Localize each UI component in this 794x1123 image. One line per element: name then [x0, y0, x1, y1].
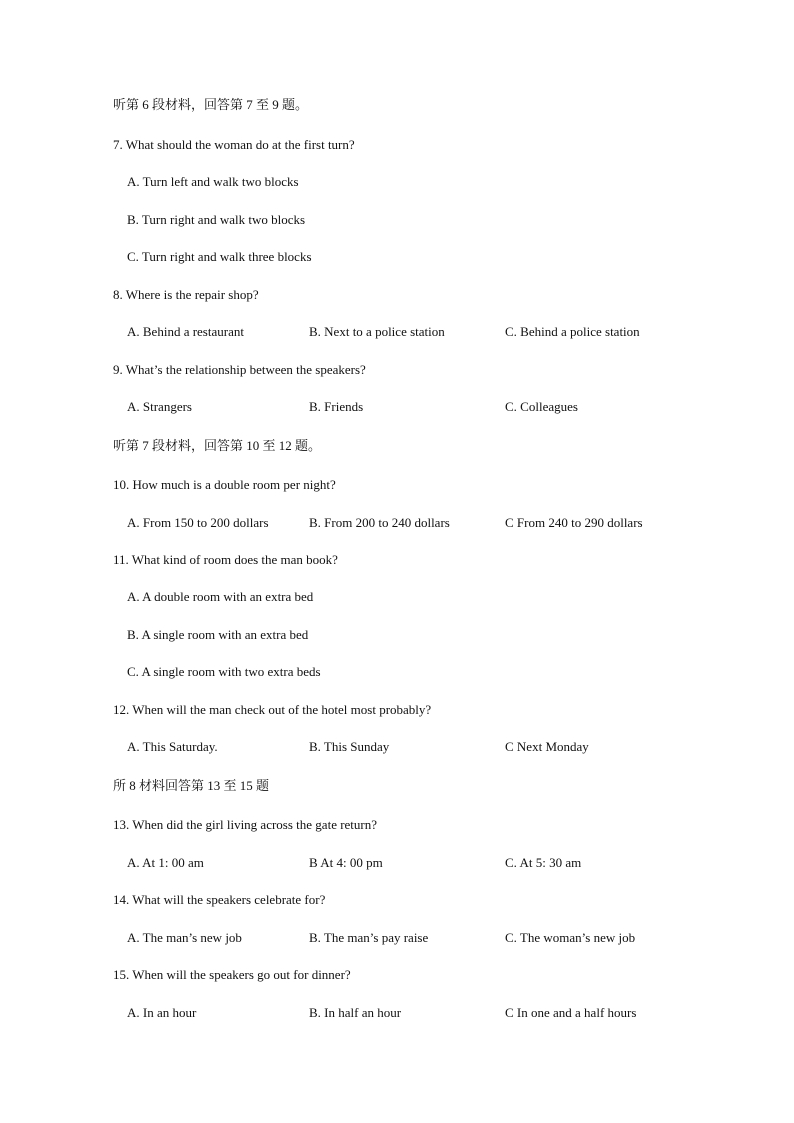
- question-12-option-c: C Next Monday: [505, 739, 589, 754]
- question-13-option-c: C. At 5: 30 am: [505, 855, 582, 870]
- question-11-option-a: A. A double room with an extra bed: [127, 589, 314, 604]
- section-heading-7: 听第 7 段材料，回答第 10 至 12 题。: [113, 438, 322, 453]
- question-9-option-a: A. Strangers: [127, 399, 192, 414]
- question-10-option-c: C From 240 to 290 dollars: [505, 515, 643, 530]
- question-14-option-a: A. The man’s new job: [127, 930, 242, 945]
- question-13: 13. When did the girl living across the gate return?: [113, 817, 378, 832]
- question-9-option-c: C. Colleagues: [505, 399, 578, 414]
- question-15-option-b: B. In half an hour: [309, 1005, 402, 1020]
- question-14: 14. What will the speakers celebrate for?: [113, 892, 326, 907]
- question-10-option-a: A. From 150 to 200 dollars: [127, 515, 269, 530]
- question-7-option-c: C. Turn right and walk three blocks: [127, 249, 312, 264]
- question-11: 11. What kind of room does the man book?: [113, 552, 338, 567]
- question-11-option-c: C. A single room with two extra beds: [127, 664, 321, 679]
- question-11-option-b: B. A single room with an extra bed: [127, 627, 309, 642]
- question-14-option-b: B. The man’s pay raise: [309, 930, 429, 945]
- question-10: 10. How much is a double room per night?: [113, 477, 336, 492]
- question-8-option-b: B. Next to a police station: [309, 324, 445, 339]
- question-15: 15. When will the speakers go out for dinner?: [113, 967, 351, 982]
- question-7-option-a: A. Turn left and walk two blocks: [127, 174, 299, 189]
- question-13-option-b: B At 4: 00 pm: [309, 855, 383, 870]
- question-8: 8. Where is the repair shop?: [113, 287, 259, 302]
- section-heading-8: 所 8 材料回答第 13 至 15 题: [113, 778, 270, 793]
- question-13-option-a: A. At 1: 00 am: [127, 855, 204, 870]
- question-14-option-c: C. The woman’s new job: [505, 930, 636, 945]
- question-10-option-b: B. From 200 to 240 dollars: [309, 515, 450, 530]
- question-8-option-a: A. Behind a restaurant: [127, 324, 244, 339]
- question-12-option-a: A. This Saturday.: [127, 739, 218, 754]
- question-15-option-a: A. In an hour: [127, 1005, 197, 1020]
- question-7-option-b: B. Turn right and walk two blocks: [127, 212, 306, 227]
- question-9: 9. What’s the relationship between the speakers?: [113, 362, 366, 377]
- question-9-option-b: B. Friends: [309, 399, 364, 414]
- question-8-option-c: C. Behind a police station: [505, 324, 640, 339]
- question-7: 7. What should the woman do at the first turn?: [113, 137, 355, 152]
- section-heading-6: 听第 6 段材料，回答第 7 至 9 题。: [113, 97, 309, 112]
- question-12-option-b: B. This Sunday: [309, 739, 390, 754]
- question-15-option-c: C In one and a half hours: [505, 1005, 637, 1020]
- question-12: 12. When will the man check out of the hotel most probably?: [113, 702, 432, 717]
